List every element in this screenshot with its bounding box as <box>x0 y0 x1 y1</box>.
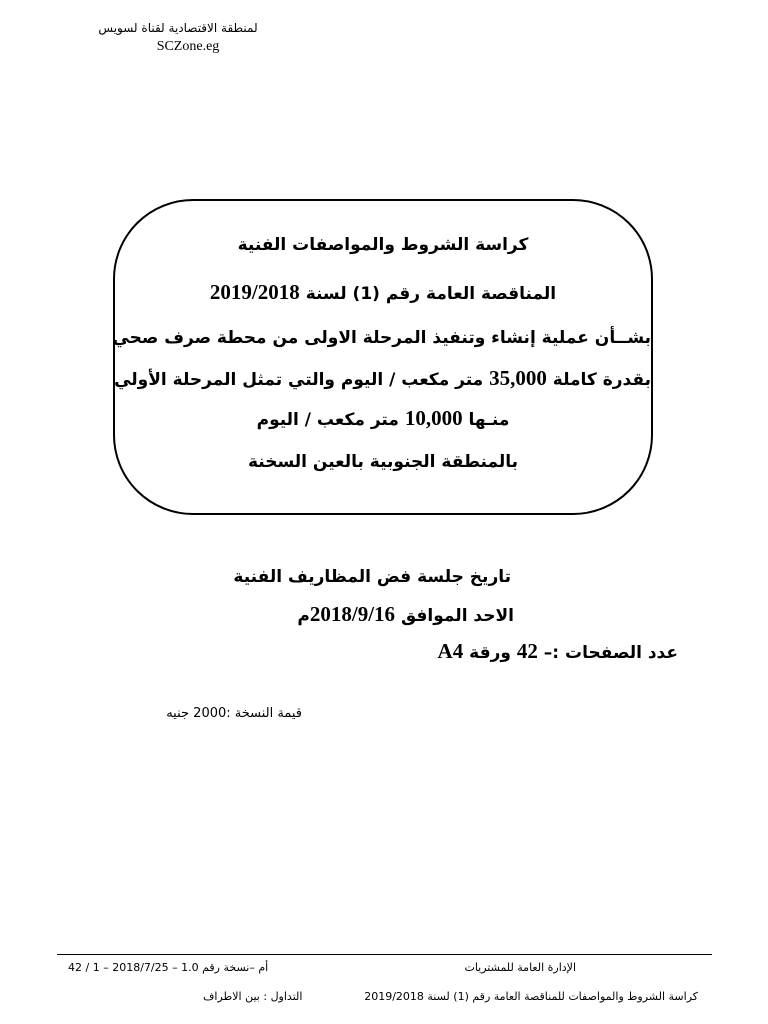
document-header <box>88 18 268 56</box>
page-count-unit: ورقة <box>469 643 511 663</box>
organization-name: لمنطقة الاقتصادية لقناة لسويس <box>98 21 258 35</box>
phase-capacity: 10,000 <box>404 406 463 430</box>
title-line-phase-one <box>115 406 651 432</box>
title-line-tender <box>115 280 651 306</box>
session-date <box>297 602 514 628</box>
title-line-location: بالمنطقة الجنوبية بالعين السخنة <box>247 452 519 472</box>
footer-circulation: التداول : بين الاطراف <box>203 990 303 1003</box>
footer-version-info: أم –نسخة رقم 1.0 – 2018/7/25 – 1 / 42 <box>68 961 269 974</box>
capacity-label: بقدرة كاملة <box>552 370 651 390</box>
session-date-suffix: م <box>297 606 310 626</box>
tender-year: 2019/2018 <box>209 280 300 304</box>
page-count-value: 42 <box>516 639 538 663</box>
footer-department: الإدارة العامة للمشتريات <box>464 961 576 974</box>
session-title: تاريخ جلسة فض المظاريف الفنية <box>233 567 511 587</box>
tender-label: المناقصة العامة رقم (1) لسنة <box>305 284 557 304</box>
page-count <box>438 639 678 665</box>
page-count-label: عدد الصفحات :– <box>543 643 678 663</box>
title-box <box>113 199 653 515</box>
capacity-unit-text: متر مكعب / اليوم والتي تمثل المرحلة الأولي <box>114 370 484 390</box>
phase-unit: متر مكعب / اليوم <box>256 410 399 430</box>
title-line-project: بشــأن عملية إنشاء وتنفيذ المرحلة الاولى من محطة صرف صحي <box>112 328 651 348</box>
footer-doc-title: كراسة الشروط والمواصفات للمناقصة العامة رقم (1) لسنة 2019/2018 <box>364 990 698 1003</box>
session-date-value: 2018/9/16 <box>309 602 396 626</box>
website-label: SCZone.eg <box>156 39 220 54</box>
paper-size: A4 <box>437 639 464 663</box>
copy-price: قيمة النسخة :2000 جنيه <box>166 706 302 721</box>
title-line-specs: كراسة الشروط والمواصفات الفنية <box>237 235 529 255</box>
session-date-prefix: الاحد الموافق <box>400 606 514 626</box>
title-line-capacity <box>115 366 651 392</box>
phase-label: منـها <box>468 410 510 430</box>
footer-divider <box>57 954 712 955</box>
capacity-total: 35,000 <box>489 366 547 390</box>
